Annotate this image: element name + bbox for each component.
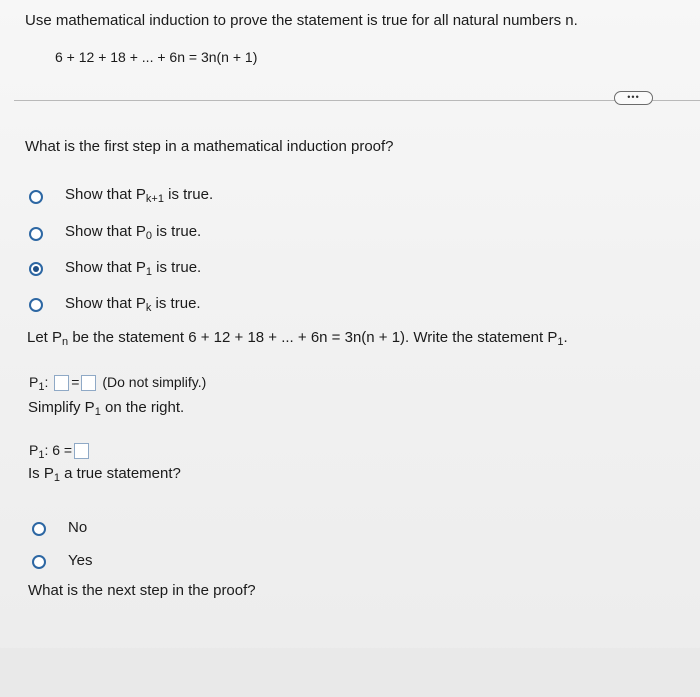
p1-left-answer-box[interactable] bbox=[54, 375, 69, 391]
option-no-label[interactable]: No bbox=[68, 519, 88, 536]
option-subscript: 1 bbox=[145, 266, 153, 278]
option-text: is true. bbox=[152, 223, 202, 240]
p1-label: P bbox=[29, 442, 39, 458]
radio-option-yes[interactable] bbox=[32, 555, 46, 569]
option-text: Show that P bbox=[65, 223, 146, 240]
simplify-text: Simplify P bbox=[28, 399, 95, 416]
option-subscript: k+1 bbox=[145, 193, 164, 205]
radio-option-pk[interactable] bbox=[29, 298, 43, 312]
simplify-text: on the right. bbox=[100, 399, 185, 416]
option-pk1-label[interactable] bbox=[65, 186, 213, 203]
first-step-question: What is the first step in a mathematical induction proof? bbox=[25, 138, 394, 155]
p1-subscript: 1 bbox=[38, 449, 45, 461]
colon: : bbox=[44, 374, 49, 390]
option-text: is true. bbox=[152, 259, 202, 276]
bottom-band bbox=[0, 648, 700, 697]
intro-subscript: n bbox=[62, 336, 69, 348]
p1-statement-row bbox=[29, 374, 206, 391]
more-options-button[interactable]: ••• bbox=[614, 91, 653, 105]
radio-option-no[interactable] bbox=[32, 522, 46, 536]
question-statement: 6 + 12 + 18 + ... + 6n = 3n(n + 1) bbox=[55, 49, 258, 65]
option-pk-label[interactable] bbox=[65, 295, 201, 312]
option-subscript: 0 bbox=[145, 230, 153, 242]
option-text: Show that P bbox=[65, 295, 146, 312]
simplify-subscript: 1 bbox=[94, 406, 101, 418]
question-text: Is P bbox=[28, 465, 54, 482]
intro-subscript: 1 bbox=[557, 336, 564, 348]
option-text: is true. bbox=[163, 186, 214, 203]
radio-option-p0[interactable] bbox=[29, 227, 43, 241]
p1-simplified-row bbox=[29, 442, 91, 459]
do-not-simplify-hint: (Do not simplify.) bbox=[102, 374, 207, 390]
option-text: is true. bbox=[151, 295, 201, 312]
simplify-instruction bbox=[28, 399, 184, 416]
p1-right-answer-box[interactable] bbox=[81, 375, 96, 391]
true-statement-question bbox=[28, 465, 181, 482]
question-subscript: 1 bbox=[53, 472, 60, 484]
intro-text: be the statement 6 + 12 + 18 + ... + 6n = 3n(n + 1). Write the statement P bbox=[68, 329, 558, 346]
statement-intro bbox=[27, 329, 568, 346]
p1-subscript: 1 bbox=[38, 381, 45, 393]
question-prompt: Use mathematical induction to prove the statement is true for all natural numbers n. bbox=[25, 12, 578, 29]
option-p0-label[interactable] bbox=[65, 223, 201, 240]
option-text: Show that P bbox=[65, 259, 146, 276]
question-text: a true statement? bbox=[59, 465, 181, 482]
radio-option-pk1[interactable] bbox=[29, 190, 43, 204]
intro-text: Let P bbox=[27, 329, 63, 346]
option-subscript: k bbox=[145, 302, 152, 314]
next-step-question: What is the next step in the proof? bbox=[28, 582, 256, 599]
radio-option-p1-selected[interactable] bbox=[29, 262, 43, 276]
p1-label: P bbox=[29, 374, 39, 390]
option-text: Show that P bbox=[65, 186, 146, 203]
equals-sign: = bbox=[71, 374, 80, 390]
p1-simplified-answer-box[interactable] bbox=[74, 443, 89, 459]
divider bbox=[14, 100, 700, 101]
p1-expression: : 6 = bbox=[44, 442, 73, 458]
option-p1-label[interactable] bbox=[65, 259, 201, 276]
intro-text: . bbox=[563, 329, 568, 346]
option-yes-label[interactable]: Yes bbox=[68, 552, 93, 569]
